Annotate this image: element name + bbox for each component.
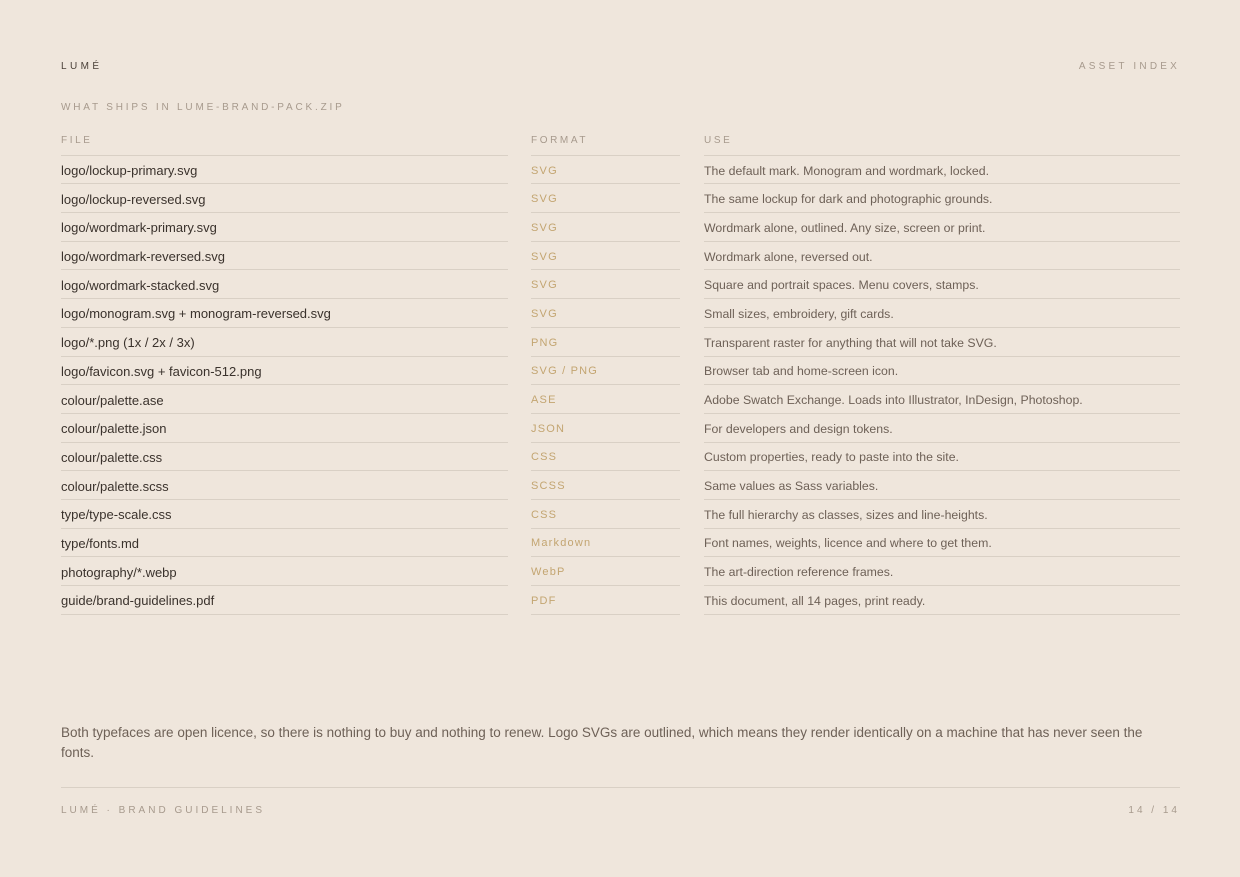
- use-cell: Adobe Swatch Exchange. Loads into Illustrator, InDesign, Photoshop.: [704, 385, 1180, 414]
- table-row: [61, 443, 1180, 472]
- file-name-cell: logo/lockup-primary.svg: [61, 156, 508, 185]
- table-row: [61, 385, 1180, 414]
- file-name-cell: colour/palette.css: [61, 443, 508, 472]
- column-header-use: USE: [704, 127, 1180, 156]
- format-cell: SVG / PNG: [531, 357, 680, 386]
- use-cell: Small sizes, embroidery, gift cards.: [704, 299, 1180, 328]
- use-cell: Wordmark alone, reversed out.: [704, 242, 1180, 271]
- file-name-cell: colour/palette.scss: [61, 471, 508, 500]
- table-row: [61, 299, 1180, 328]
- format-cell: CSS: [531, 500, 680, 529]
- file-name-cell: type/fonts.md: [61, 529, 508, 558]
- table-row: [61, 328, 1180, 357]
- format-cell: SVG: [531, 299, 680, 328]
- table-row: [61, 242, 1180, 271]
- format-cell: CSS: [531, 443, 680, 472]
- use-cell: Square and portrait spaces. Menu covers, stamps.: [704, 270, 1180, 299]
- use-cell: This document, all 14 pages, print ready.: [704, 586, 1180, 615]
- format-cell: JSON: [531, 414, 680, 443]
- file-name-cell: logo/wordmark-reversed.svg: [61, 242, 508, 271]
- licence-note: Both typefaces are open licence, so there is nothing to buy and nothing to renew. Logo SVGs are outlined, which means they render identically on a machine that has never seen the fonts.: [61, 725, 1143, 760]
- asset-table: [61, 127, 1180, 615]
- file-name-cell: type/type-scale.css: [61, 500, 508, 529]
- brand-logo-text: LUMÉ: [61, 61, 103, 72]
- document-section-label: ASSET INDEX: [1078, 61, 1180, 72]
- format-cell: SVG: [531, 213, 680, 242]
- format-cell: Markdown: [531, 529, 680, 558]
- table-row: [61, 471, 1180, 500]
- table-row: [61, 156, 1180, 185]
- use-cell: The default mark. Monogram and wordmark, locked.: [704, 156, 1180, 185]
- format-cell: ASE: [531, 385, 680, 414]
- footer-title: LUMÉ · BRAND GUIDELINES: [61, 805, 266, 816]
- file-name-cell: logo/*.png (1x / 2x / 3x): [61, 328, 508, 357]
- table-row: [61, 414, 1180, 443]
- file-name-cell: logo/wordmark-stacked.svg: [61, 270, 508, 299]
- use-cell: The art-direction reference frames.: [704, 557, 1180, 586]
- format-cell: SVG: [531, 242, 680, 271]
- format-cell: PDF: [531, 586, 680, 615]
- column-header-file: FILE: [61, 127, 508, 156]
- use-cell: For developers and design tokens.: [704, 414, 1180, 443]
- use-cell: Same values as Sass variables.: [704, 471, 1180, 500]
- table-row: [61, 557, 1180, 586]
- format-cell: PNG: [531, 328, 680, 357]
- use-cell: Font names, weights, licence and where to get them.: [704, 529, 1180, 558]
- table-row: [61, 213, 1180, 242]
- format-cell: SCSS: [531, 471, 680, 500]
- page-number: 14 / 14: [1128, 805, 1180, 816]
- use-cell: The same lockup for dark and photographic grounds.: [704, 184, 1180, 213]
- file-name-cell: logo/lockup-reversed.svg: [61, 184, 508, 213]
- footer-divider: [61, 787, 1180, 788]
- format-cell: WebP: [531, 557, 680, 586]
- format-cell: SVG: [531, 184, 680, 213]
- table-row: [61, 586, 1180, 615]
- file-name-cell: logo/monogram.svg + monogram-reversed.svg: [61, 299, 508, 328]
- file-name-cell: logo/wordmark-primary.svg: [61, 213, 508, 242]
- use-cell: Wordmark alone, outlined. Any size, screen or print.: [704, 213, 1180, 242]
- table-row: [61, 529, 1180, 558]
- format-cell: SVG: [531, 156, 680, 185]
- table-row: [61, 500, 1180, 529]
- table-row: [61, 270, 1180, 299]
- file-name-cell: photography/*.webp: [61, 557, 508, 586]
- section-title: WHAT SHIPS IN LUME-BRAND-PACK.ZIP: [61, 102, 345, 113]
- file-name-cell: guide/brand-guidelines.pdf: [61, 586, 508, 615]
- use-cell: Transparent raster for anything that will not take SVG.: [704, 328, 1180, 357]
- table-row: [61, 184, 1180, 213]
- table-header-row: [61, 127, 1180, 156]
- use-cell: Custom properties, ready to paste into the site.: [704, 443, 1180, 472]
- format-cell: SVG: [531, 270, 680, 299]
- table-body: [61, 156, 1180, 615]
- use-cell: The full hierarchy as classes, sizes and line-heights.: [704, 500, 1180, 529]
- file-name-cell: logo/favicon.svg + favicon-512.png: [61, 357, 508, 386]
- table-row: [61, 357, 1180, 386]
- use-cell: Browser tab and home-screen icon.: [704, 357, 1180, 386]
- file-name-cell: colour/palette.ase: [61, 385, 508, 414]
- file-name-cell: colour/palette.json: [61, 414, 508, 443]
- column-header-format: FORMAT: [531, 127, 680, 156]
